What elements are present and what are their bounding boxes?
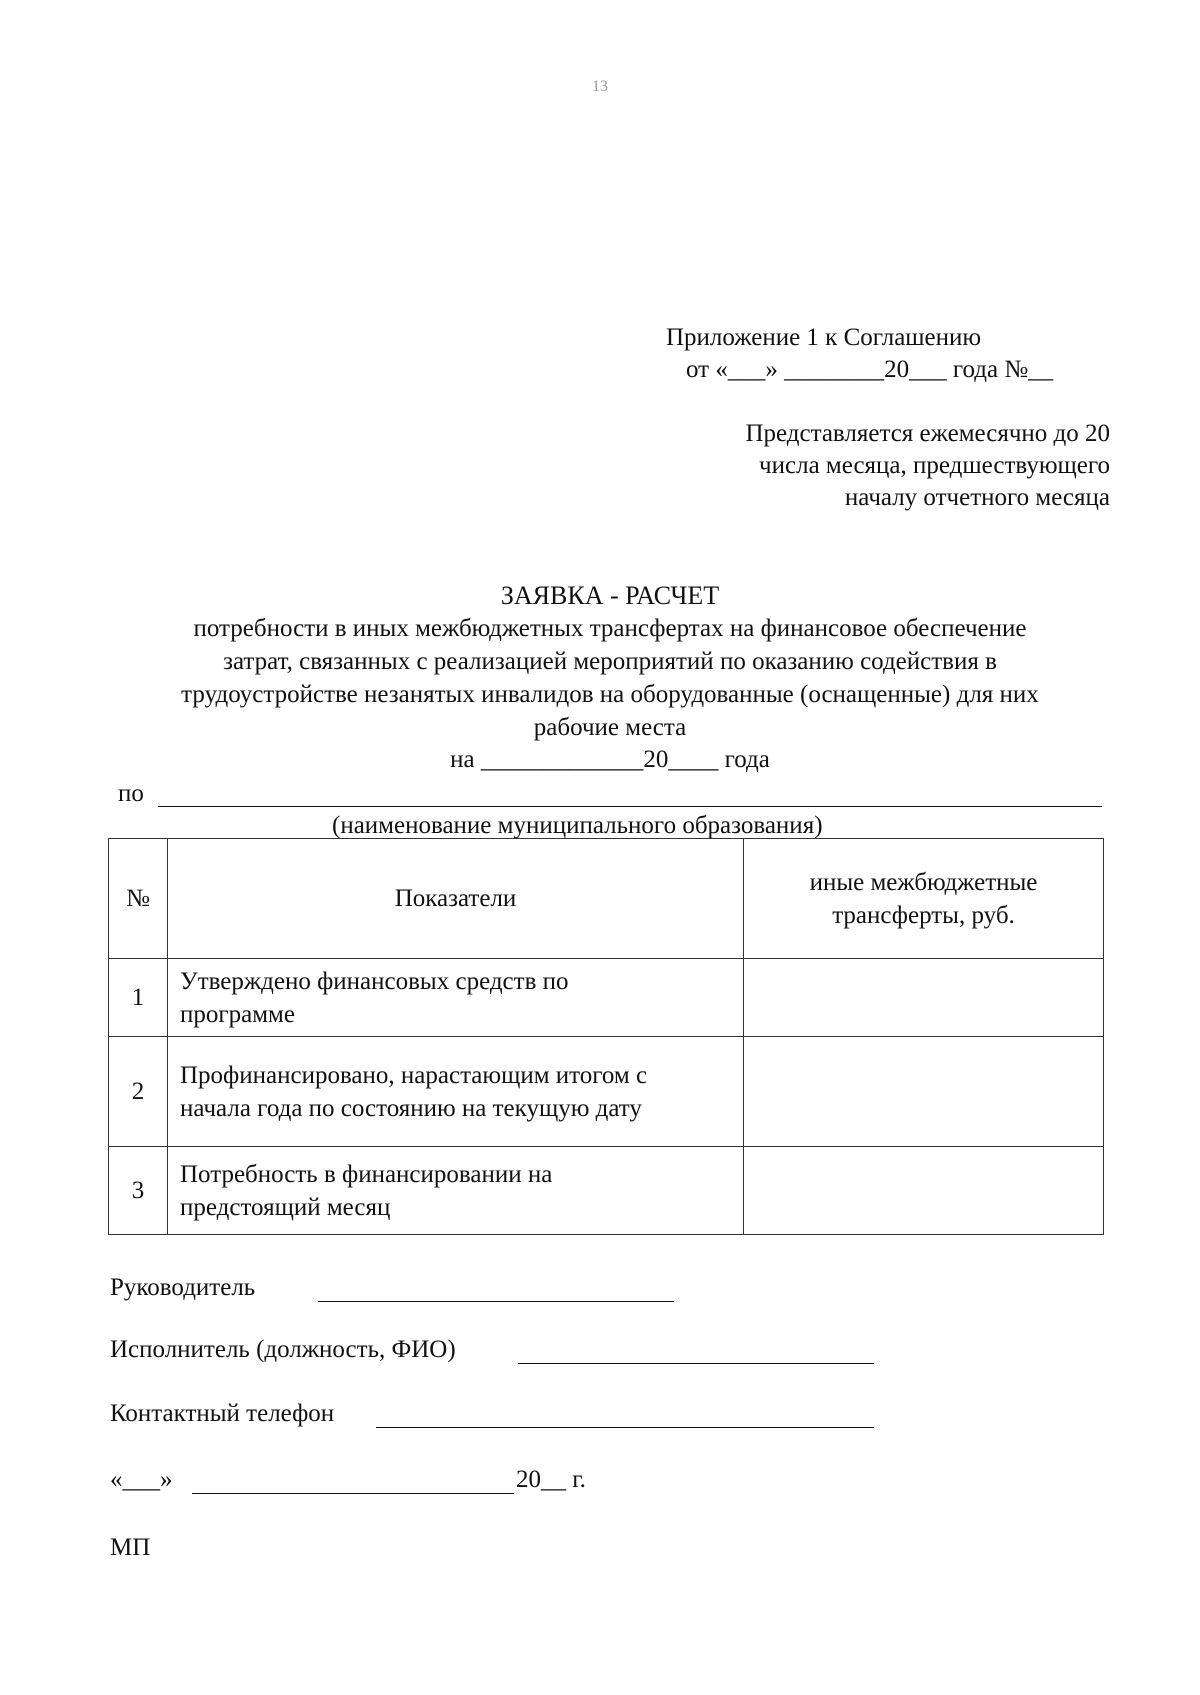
row-value-cell[interactable] <box>744 1037 1104 1147</box>
head-signature-line[interactable] <box>318 1301 674 1302</box>
executor-fill-line[interactable] <box>518 1363 874 1364</box>
header-value <box>744 839 1104 959</box>
date-prefix: «___» <box>110 1466 173 1493</box>
executor-label: Исполнитель (должность, ФИО) <box>110 1336 456 1363</box>
table-header-row <box>109 839 1104 959</box>
row-indicator <box>168 959 744 1037</box>
phone-fill-line[interactable] <box>376 1427 874 1428</box>
table-row <box>109 1037 1104 1147</box>
row-number: 2 <box>109 1037 168 1147</box>
stamp-label: МП <box>110 1534 151 1561</box>
date-suffix: 20__ г. <box>516 1466 586 1493</box>
row-indicator-line: Профинансировано, нарастающим итогом с <box>180 1061 648 1089</box>
row-value-cell[interactable] <box>744 1147 1104 1235</box>
period-line: на _____________20____ года <box>450 746 770 773</box>
annex-date-number: от «___» ________20___ года №__ <box>686 356 1054 383</box>
header-value-line: трансферты, руб. <box>832 901 1015 929</box>
row-indicator-line: программе <box>180 1000 295 1028</box>
submission-note <box>745 418 1110 514</box>
submission-note-line: Представляется ежемесячно до 20 <box>745 420 1110 447</box>
submission-note-line: началу отчетного месяца <box>844 484 1110 511</box>
subtitle-line: рабочие места <box>533 714 687 741</box>
row-indicator-line: Потребность в финансировании на <box>180 1160 553 1188</box>
header-value-line: иные межбюджетные <box>809 868 1038 896</box>
header-number: № <box>109 839 168 959</box>
header-indicator: Показатели <box>168 839 744 959</box>
subtitle-line: трудоустройстве незанятых инвалидов на оборудованные (оснащенные) для них <box>181 681 1039 708</box>
row-indicator <box>168 1147 744 1235</box>
row-indicator <box>168 1037 744 1147</box>
indicators-table <box>108 838 1104 1235</box>
subtitle-line: потребности в иных межбюджетных трансфертах на финансовое обеспечение <box>193 615 1027 642</box>
row-number: 1 <box>109 959 168 1037</box>
row-indicator-line: Утверждено финансовых средств по <box>180 967 569 995</box>
municipality-fill-line[interactable] <box>158 806 1102 807</box>
annex-reference: Приложение 1 к Соглашению <box>666 324 982 351</box>
document-title: ЗАЯВКА - РАСЧЕТ <box>500 581 720 610</box>
municipality-label: по <box>118 780 144 807</box>
phone-label: Контактный телефон <box>110 1400 335 1427</box>
row-indicator-line: предстоящий месяц <box>180 1193 391 1221</box>
municipality-caption: (наименование муниципального образования) <box>332 812 823 839</box>
head-signature-label: Руководитель <box>110 1274 256 1301</box>
row-number: 3 <box>109 1147 168 1235</box>
date-fill-line[interactable] <box>192 1493 514 1494</box>
subtitle-line: затрат, связанных с реализацией мероприятий по оказанию содействия в <box>223 648 997 675</box>
row-indicator-line: начала года по состоянию на текущую дату <box>180 1094 642 1122</box>
page-number: 13 <box>592 78 608 95</box>
document-subtitle <box>80 612 1140 744</box>
table-row <box>109 1147 1104 1235</box>
table-row <box>109 959 1104 1037</box>
row-value-cell[interactable] <box>744 959 1104 1037</box>
submission-note-line: числа месяца, предшествующего <box>759 452 1110 479</box>
